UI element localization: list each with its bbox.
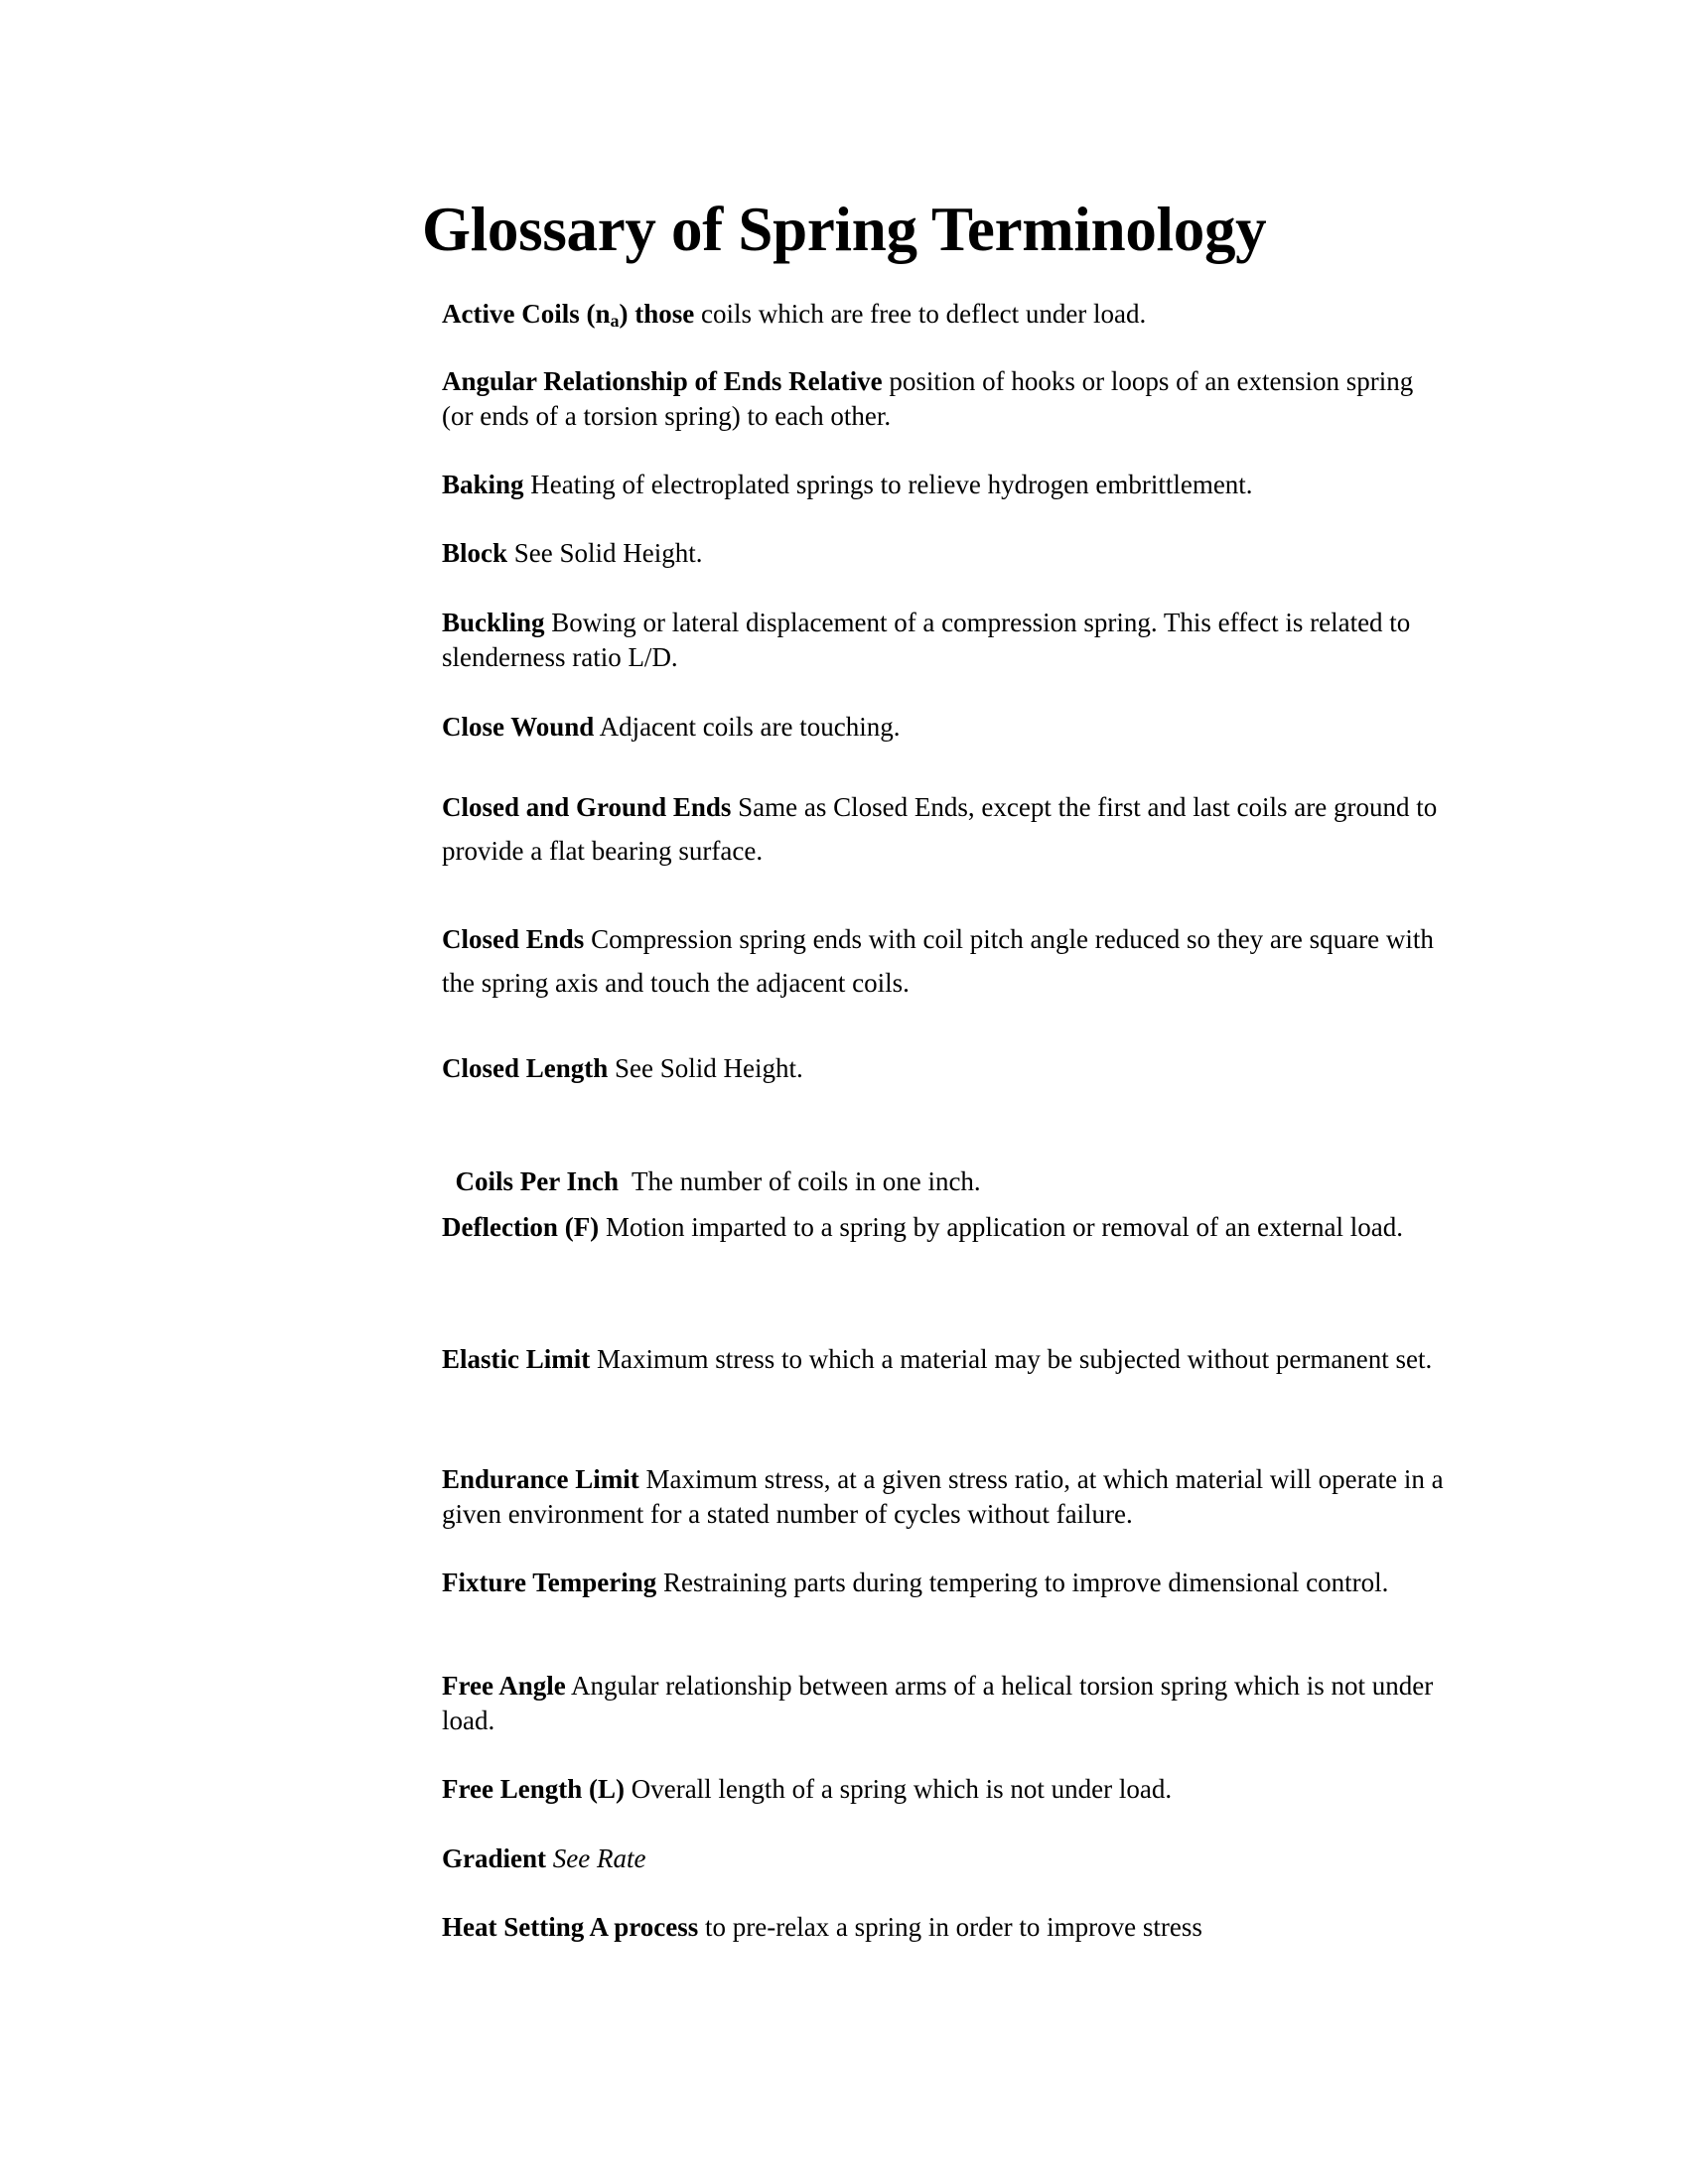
definition: Angular relationship between arms of a helical torsion spring which is not under load. (442, 1671, 1434, 1735)
definition: Restraining parts during tempering to improve dimensional control. (656, 1568, 1389, 1597)
glossary-entry-heat-setting (442, 1910, 1445, 1945)
definition: See Rate (552, 1843, 646, 1873)
term: Closed and Ground Ends (442, 792, 732, 822)
term: Elastic Limit (442, 1344, 591, 1374)
glossary-entry-coils-per-inch (442, 1130, 1445, 1199)
definition: Same as Closed Ends, except the first and last coils are ground to provide a flat bearing surface. (442, 792, 1438, 866)
term: Angular Relationship of Ends Relative (442, 366, 883, 396)
glossary-entry-free-length (442, 1772, 1445, 1807)
definition: See Solid Height. (507, 538, 703, 568)
term: Gradient (442, 1843, 546, 1873)
glossary-entry-angular-relationship (442, 364, 1445, 434)
term: Free Angle (442, 1671, 566, 1701)
term (442, 299, 694, 329)
term: Deflection (F) (442, 1212, 600, 1242)
glossary-entry-endurance-limit (442, 1462, 1445, 1532)
glossary-entry-free-angle (442, 1669, 1445, 1738)
term-text: ) those (619, 299, 695, 329)
glossary-entry-buckling (442, 606, 1445, 675)
definition: Bowing or lateral displacement of a compression spring. This effect is related to slenderness ratio L/D. (442, 608, 1411, 672)
term-subscript: a (610, 311, 620, 331)
glossary-entry-deflection (442, 1205, 1445, 1249)
term: Close Wound (442, 712, 595, 742)
term-text: Active Coils (n (442, 299, 611, 329)
glossary-entry-baking (442, 468, 1445, 502)
page-title: Glossary of Spring Terminology (422, 195, 1267, 264)
term: Closed Ends (442, 924, 585, 954)
glossary-entry-closed-ends (442, 917, 1445, 1005)
glossary-entry-active-coils (442, 297, 1445, 332)
term: Block (442, 538, 508, 568)
definition: Motion imparted to a spring by application or removal of an external load. (599, 1212, 1403, 1242)
term: Free Length (L) (442, 1774, 625, 1804)
term: Coils Per Inch (455, 1166, 620, 1196)
term: Closed Length (442, 1053, 609, 1083)
definition: Adjacent coils are touching. (594, 712, 901, 742)
glossary-entry-block (442, 536, 1445, 571)
term: Baking (442, 470, 524, 499)
definition: The number of coils in one inch. (619, 1166, 981, 1196)
term: Buckling (442, 608, 545, 637)
term: Heat Setting A process (442, 1912, 699, 1942)
term: Fixture Tempering (442, 1568, 657, 1597)
glossary-entry-close-wound (442, 710, 1445, 745)
glossary-entry-gradient (442, 1842, 1445, 1876)
definition: Maximum stress to which a material may be subjected without permanent set. (590, 1344, 1433, 1374)
term: Endurance Limit (442, 1464, 639, 1494)
glossary-entry-closed-and-ground-ends (442, 785, 1445, 873)
definition: See Solid Height. (608, 1053, 803, 1083)
definition: Overall length of a spring which is not under load. (624, 1774, 1173, 1804)
glossary-entry-fixture-tempering (442, 1566, 1445, 1600)
definition: to pre-relax a spring in order to improve stress (698, 1912, 1202, 1942)
definition: Heating of electroplated springs to relieve hydrogen embrittlement. (523, 470, 1253, 499)
glossary-entry-closed-length (442, 1051, 1445, 1086)
definition: Compression spring ends with coil pitch angle reduced so they are square with the spring axis and touch the adjacent coils. (442, 924, 1434, 998)
definition: position of hooks or loops of an extension spring (or ends of a torsion spring) to each other. (442, 366, 1414, 431)
definition: coils which are free to deflect under load. (694, 299, 1147, 329)
definition: Maximum stress, at a given stress ratio, at which material will operate in a given environment for a stated number of cycles without failure. (442, 1464, 1444, 1529)
glossary-entry-elastic-limit (442, 1337, 1445, 1381)
